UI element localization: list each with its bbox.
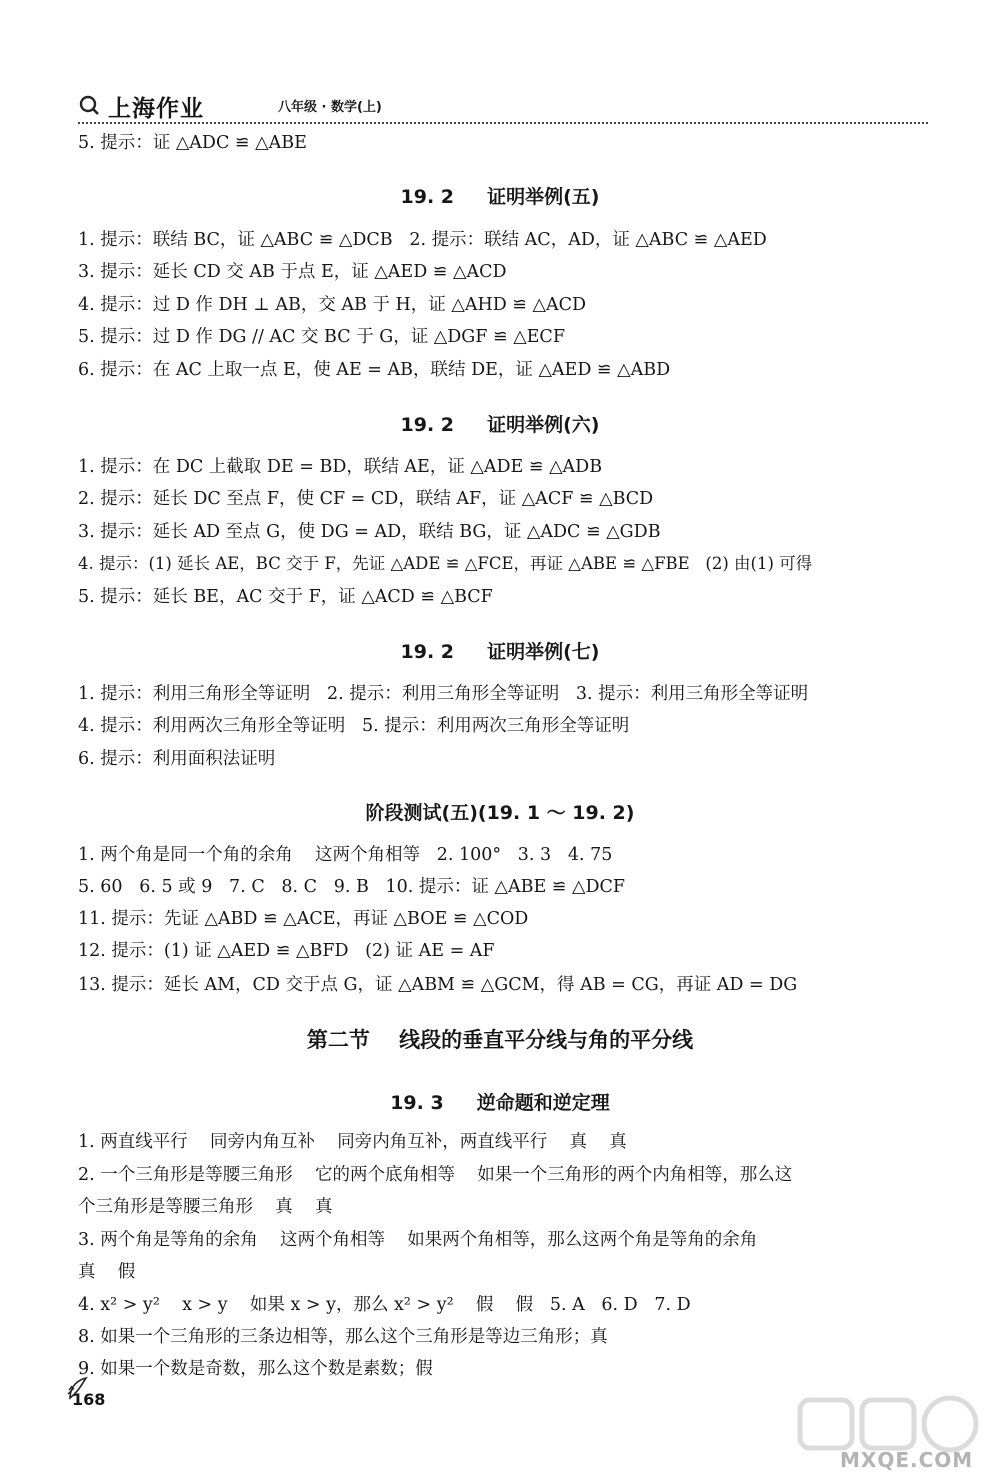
answer-line: 2. 一个三角形是等腰三角形 它的两个底角相等 如果一个三角形的两个内角相等，那么这 (78, 1165, 793, 1185)
answer-line: 5. 提示：延长 BE，AC 交于 F，证 △ACD ≌ △BCF (78, 587, 493, 607)
book-subtitle: 八年级 · 数学(上) (278, 100, 382, 115)
answer-line: 5. 提示：过 D 作 DG // AC 交 BC 于 G，证 △DGF ≌ △ECF (78, 327, 565, 347)
answer-line: 2. 提示：延长 DC 至点 F，使 CF = CD，联结 AF，证 △ACF ≌ △BCD (78, 489, 654, 509)
answer-line: 4. 提示：过 D 作 DH ⊥ AB，交 AB 于 H，证 △AHD ≌ △ACD (78, 295, 587, 315)
answer-line: 1. 提示：在 DC 上截取 DE = BD，联结 AE，证 △ADE ≌ △ADB (78, 457, 603, 477)
answer-line: 1. 提示：联结 BC，证 △ABC ≌ △DCB 2. 提示：联结 AC，AD，证 △ABC ≌ △AED (78, 230, 767, 250)
answer-line: 5. 60 6. 5 或 9 7. C 8. C 9. B 10. 提示：证 △ABE ≌ △DCF (78, 877, 626, 897)
answer-line: 1. 两直线平行 同旁内角互补 同旁内角互补，两直线平行 真 真 (78, 1132, 627, 1152)
answer-line: 真 假 (78, 1262, 136, 1282)
chapter-title: 第二节 线段的垂直平分线与角的平分线 (306, 1028, 694, 1052)
section-title: 19. 2 证明举例(五) (400, 186, 600, 208)
answer-line: 12. 提示：(1) 证 △AED ≌ △BFD (2) 证 AE = AF (78, 941, 495, 961)
answer-line: 3. 提示：延长 AD 至点 G，使 DG = AD，联结 BG，证 △ADC ≌ △GDB (78, 522, 661, 542)
page-header (78, 92, 928, 126)
answer-line: 6. 提示：在 AC 上取一点 E，使 AE = AB，联结 DE，证 △AED ≌ △ABD (78, 360, 671, 380)
answer-line: 11. 提示：先证 △ABD ≌ △ACE，再证 △BOE ≌ △COD (78, 909, 529, 929)
answer-line: 1. 两个角是同一个角的余角 这两个角相等 2. 100° 3. 3 4. 75 (78, 845, 613, 865)
answer-line: 4. x² > y² x > y 如果 x > y，那么 x² > y² 假 假 5. A 6. D 7. D (78, 1295, 691, 1315)
answer-line: 6. 提示：利用面积法证明 (78, 749, 276, 769)
answer-line: 13. 提示：延长 AM，CD 交于点 G，证 △ABM ≌ △GCM，得 AB = CG，再证 AD = DG (78, 975, 798, 995)
section-title: 19. 3 逆命题和逆定理 (390, 1092, 610, 1114)
section-title: 阶段测试(五)(19. 1 ～ 19. 2) (365, 802, 635, 824)
answer-line: 1. 提示：利用三角形全等证明 2. 提示：利用三角形全等证明 3. 提示：利用三角形全等证明 (78, 684, 809, 704)
watermark-text: MXQE.COM (840, 1448, 974, 1472)
magnifier-logo-icon (78, 94, 100, 116)
brand-title: 上海作业 (108, 96, 204, 122)
answer-line: 8. 如果一个三角形的三条边相等，那么这个三角形是等边三角形；真 (78, 1327, 608, 1347)
answer-line: 个三角形是等腰三角形 真 真 (78, 1197, 333, 1217)
section-title: 19. 2 证明举例(六) (400, 414, 600, 436)
answer-line: 9. 如果一个数是奇数，那么这个数是素数；假 (78, 1359, 433, 1379)
answer-line: 5. 提示：证 △ADC ≌ △ABE (78, 133, 307, 153)
answer-line: 3. 提示：延长 CD 交 AB 于点 E，证 △AED ≌ △ACD (78, 262, 507, 282)
header-divider (78, 122, 928, 124)
answer-line: 4. 提示：利用两次三角形全等证明 5. 提示：利用两次三角形全等证明 (78, 716, 630, 736)
section-title: 19. 2 证明举例(七) (400, 641, 600, 663)
page-number: 168 (72, 1390, 106, 1409)
answer-line: 4. 提示：(1) 延长 AE，BC 交于 F，先证 △ADE ≌ △FCE，再证 △ABE ≌ △FBE (2) 由(1) 可得 (78, 554, 813, 573)
answer-line: 3. 两个角是等角的余角 这两个角相等 如果两个角相等，那么这两个角是等角的余角 (78, 1230, 758, 1250)
